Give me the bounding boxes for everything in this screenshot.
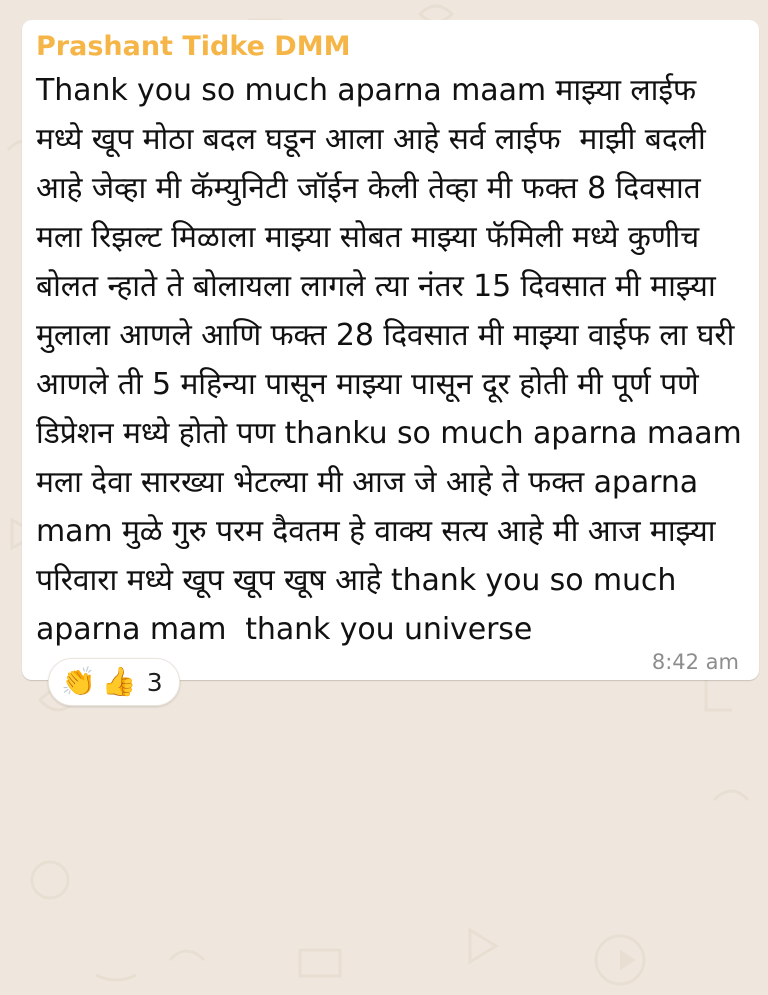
- message-timestamp: 8:42 am: [651, 650, 739, 674]
- reaction-count: 3: [146, 667, 163, 697]
- message-reactions[interactable]: [48, 658, 180, 706]
- clapping-hands-emoji: 👏: [61, 665, 96, 698]
- message-sender-name: Prashant Tidke DMM: [36, 31, 351, 62]
- message-bubble[interactable]: [22, 20, 759, 698]
- message-text: Thank you so much aparna maam माझ्या लाईफ मध्ये खूप मोठा बदल घडून आला आहे सर्व लाईफ माझी बदली आहे जेव्हा मी कॅम्युनिटी जॉईन केली तेव्हा मी फक्त 8 दिवसात मला रिझल्ट मिळाला माझ्या सोबत माझ्या फॅमिली मध्ये कुणीच बोलत न्हाते ते बोलायला लागले त्या नंतर 15 दिवसात मी माझ्या मुलाला आणले आणि फक्त 28 दिवसात मी माझ्या वाईफ ला घरी आणले ती 5 महिन्या पासून माझ्या पासून दूर होती मी पूर्ण पणे डिप्रेशन मध्ये होतो पण thanku so much aparna maam मला देवा सारख्या भेटल्या मी आज जे आहे ते फक्त aparna mam मुळे गुरु परम दैवतम हे वाक्य सत्य आहे मी आज माझ्या परिवारा मध्ये खूप खूप खूष आहे thank you so much aparna mam thank you universe: [36, 73, 752, 647]
- thumbs-up-emoji: 👍: [101, 665, 137, 698]
